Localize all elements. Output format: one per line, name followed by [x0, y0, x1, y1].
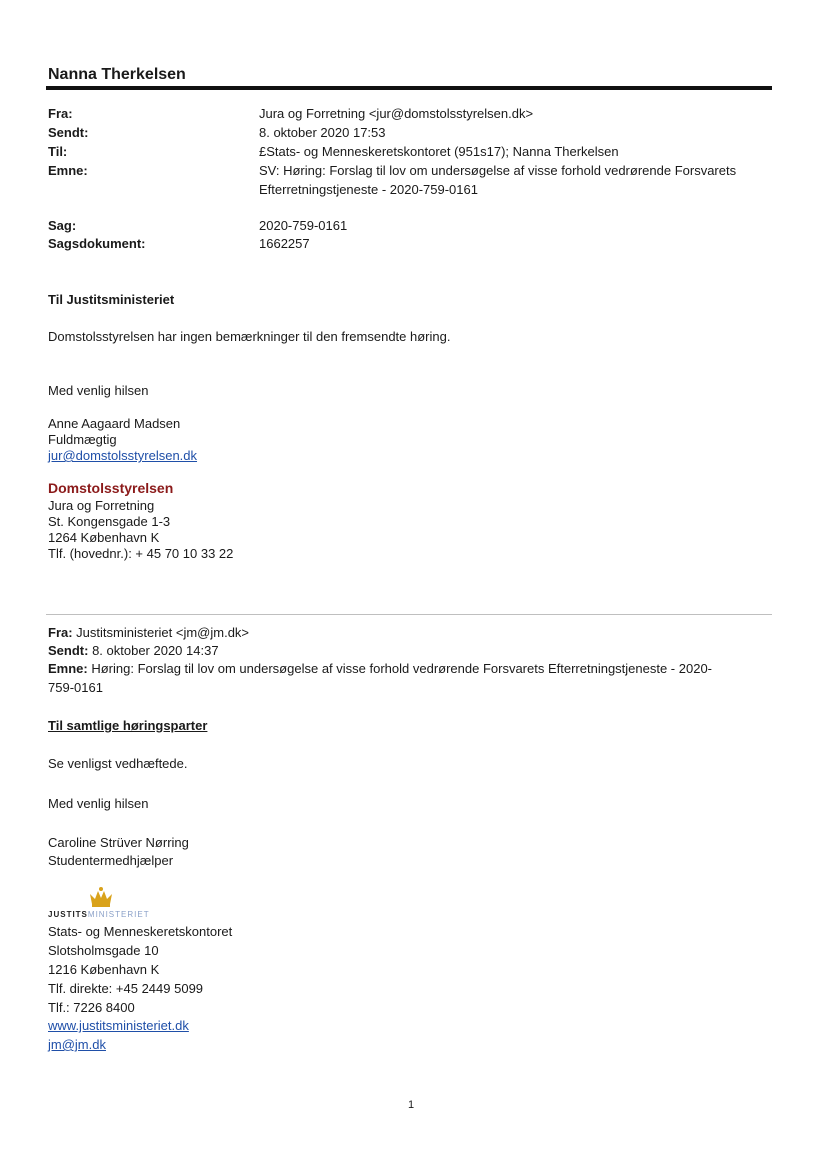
forwarded-sent-value: 8. oktober 2020 14:37 [88, 643, 219, 658]
forwarded-greeting: Med venlig hilsen [48, 796, 149, 811]
forwarded-subject-line-2: 759-0161 [48, 680, 103, 695]
from-value: Jura og Forretning <jur@domstolsstyrelsen.dk> [259, 106, 534, 121]
forwarded-subject [48, 660, 712, 677]
organization-city: 1264 København K [48, 530, 160, 545]
forwarded-signature-title: Studentermedhjælper [48, 853, 174, 868]
forwarded-subject-line-1: Høring: Forslag til lov om undersøgelse af visse forhold vedrørende Forsvarets Efterretningstjeneste - 2020- [87, 661, 713, 676]
forwarded-message: Se venligst vedhæftede. [48, 756, 188, 771]
subject-line-1: SV: Høring: Forslag til lov om undersøgelse af visse forhold vedrørende Forsvarets [259, 163, 737, 178]
organization-department: Jura og Forretning [48, 498, 155, 513]
sent-value: 8. oktober 2020 17:53 [259, 125, 386, 140]
forwarded-subject-label: Emne: [48, 661, 88, 676]
greeting: Med venlig hilsen [48, 383, 149, 398]
page-number: 1 [408, 1099, 415, 1111]
ministry-phone-direct: Tlf. direkte: +45 2449 5099 [48, 981, 204, 996]
forwarded-sent [48, 642, 219, 659]
forwarded-from [48, 624, 249, 641]
subject-line-2: Efterretningstjeneste - 2020-759-0161 [259, 182, 478, 197]
case-value: 2020-759-0161 [259, 218, 348, 233]
signature-name: Anne Aagaard Madsen [48, 416, 181, 431]
organization-name: Domstolsstyrelsen [48, 480, 174, 496]
subject-label: Emne: [48, 163, 88, 178]
ministry-logo-text [48, 910, 150, 919]
doc-value: 1662257 [259, 236, 310, 251]
logo-text-justits: JUSTITS [48, 910, 88, 919]
organization-address: St. Kongensgade 1-3 [48, 514, 171, 529]
organization-phone: Tlf. (hovednr.): + 45 70 10 33 22 [48, 546, 234, 561]
signature-title: Fuldmægtig [48, 432, 117, 447]
recipient-line: Til Justitsministeriet [48, 292, 175, 307]
forwarded-signature-name: Caroline Strüver Nørring [48, 835, 189, 850]
doc-label: Sagsdokument: [48, 236, 146, 251]
page-owner-name: Nanna Therkelsen [48, 66, 186, 83]
ministry-city: 1216 København K [48, 962, 160, 977]
case-label: Sag: [48, 218, 77, 233]
forwarded-from-label: Fra: [48, 625, 73, 640]
ministry-address: Slotsholmsgade 10 [48, 943, 159, 958]
crown-logo-icon [88, 886, 114, 908]
sent-label: Sendt: [48, 125, 89, 140]
message-text: Domstolsstyrelsen har ingen bemærkninger til den fremsendte høring. [48, 329, 451, 344]
forward-separator [46, 614, 772, 615]
to-label: Til: [48, 144, 68, 159]
forwarded-from-value: Justitsministeriet <jm@jm.dk> [72, 625, 250, 640]
logo-text-ministeriet: MINISTERIET [87, 910, 150, 919]
forwarded-recipients: Til samtlige høringsparter [48, 718, 208, 733]
ministry-office: Stats- og Menneskeretskontoret [48, 924, 233, 939]
forwarded-sent-label: Sendt: [48, 643, 89, 658]
ministry-email-link[interactable]: jm@jm.dk [48, 1037, 106, 1052]
ministry-website-link[interactable]: www.justitsministeriet.dk [48, 1018, 189, 1033]
header-rule [46, 86, 772, 90]
signature-email-link[interactable]: jur@domstolsstyrelsen.dk [48, 448, 198, 463]
ministry-phone: Tlf.: 7226 8400 [48, 1000, 135, 1015]
to-value: £Stats- og Menneskeretskontoret (951s17); Nanna Therkelsen [259, 144, 619, 159]
from-label: Fra: [48, 106, 73, 121]
